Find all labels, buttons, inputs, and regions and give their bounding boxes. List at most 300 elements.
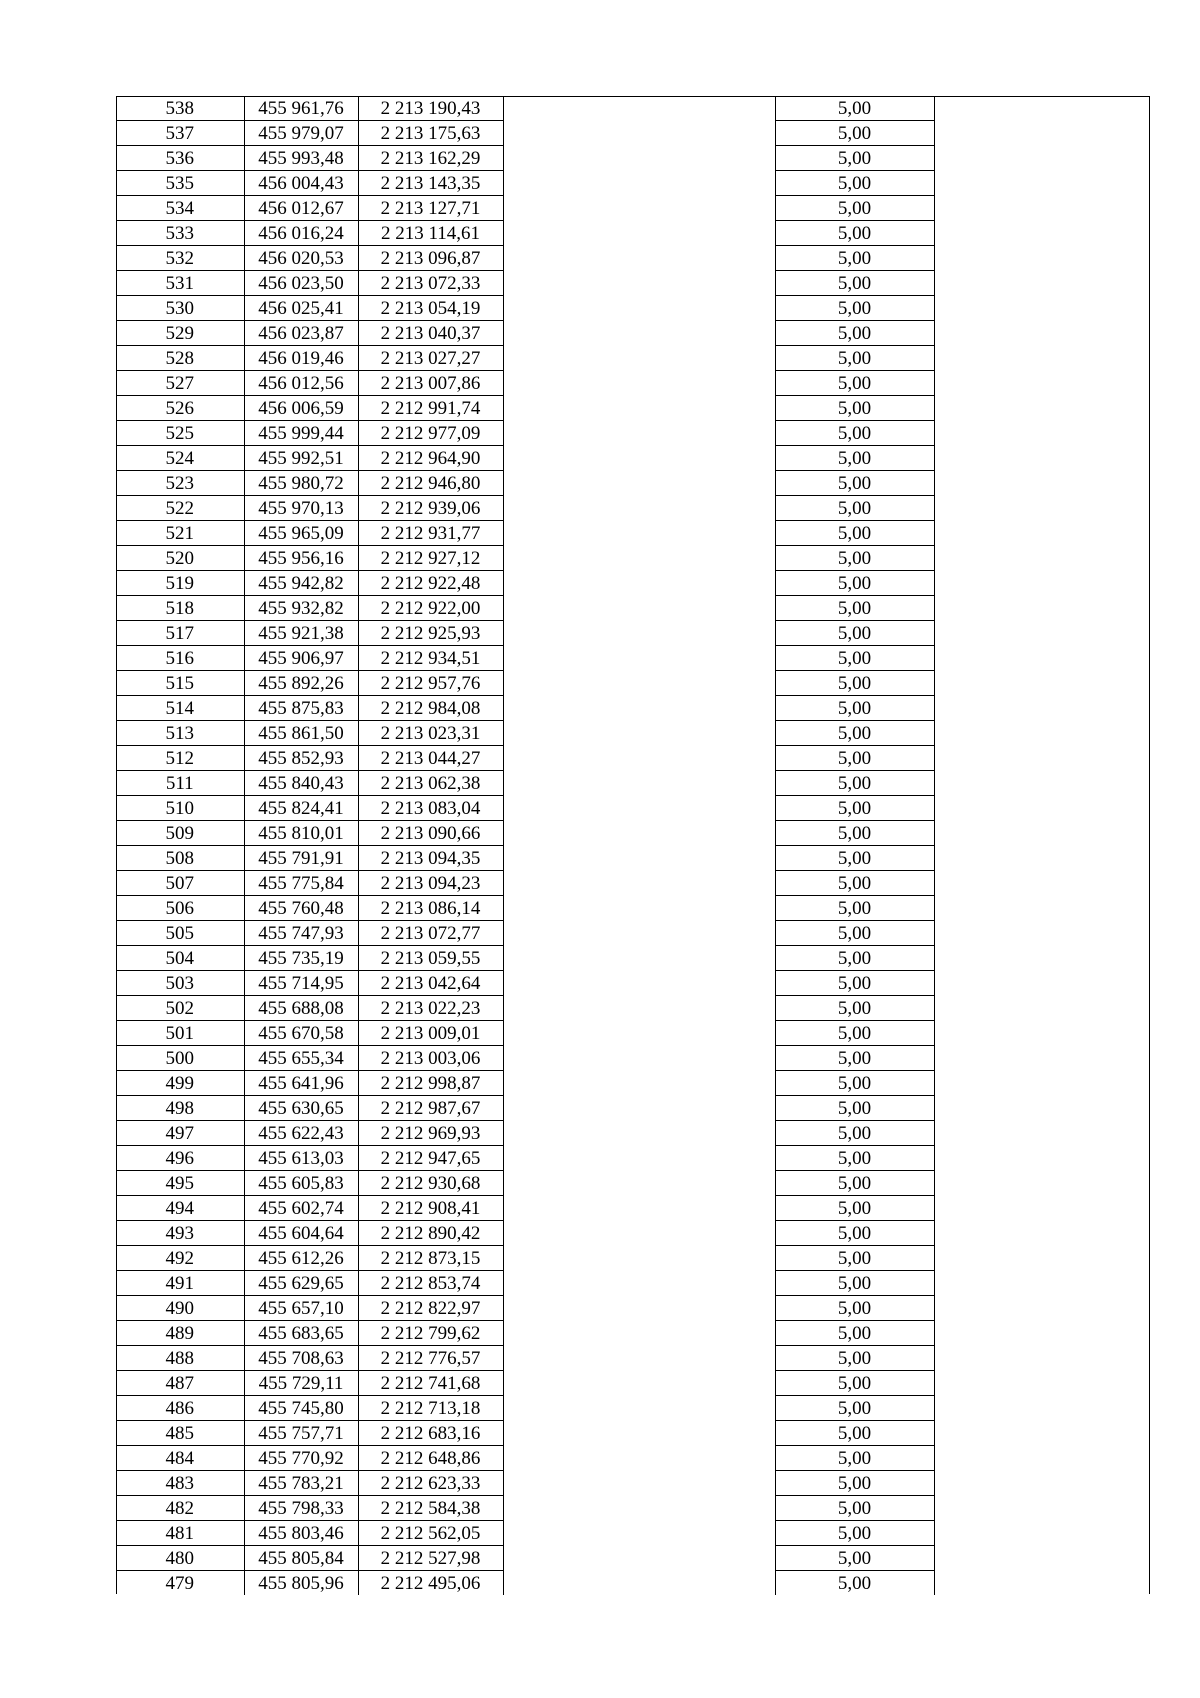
table-row [116, 1271, 1150, 1296]
y-coordinate-cell: 2 212 969,93 [358, 1121, 503, 1146]
table-row [116, 1571, 1150, 1596]
y-coordinate-cell: 2 212 998,87 [358, 1071, 503, 1096]
empty-cell [934, 171, 1150, 196]
distance-cell: 5,00 [775, 121, 934, 146]
table-row [116, 171, 1150, 196]
empty-cell [503, 1046, 775, 1071]
x-coordinate-cell: 455 875,83 [244, 696, 358, 721]
point-number-cell: 538 [116, 96, 244, 121]
distance-cell: 5,00 [775, 271, 934, 296]
table-row [116, 546, 1150, 571]
table-row [116, 1421, 1150, 1446]
empty-cell [934, 1121, 1150, 1146]
table-row [116, 646, 1150, 671]
x-coordinate-cell: 455 655,34 [244, 1046, 358, 1071]
x-coordinate-cell: 455 657,10 [244, 1296, 358, 1321]
table-row [116, 571, 1150, 596]
x-coordinate-cell: 455 805,84 [244, 1546, 358, 1571]
point-number-cell: 480 [116, 1546, 244, 1571]
x-coordinate-cell: 455 604,64 [244, 1221, 358, 1246]
distance-cell: 5,00 [775, 771, 934, 796]
point-number-cell: 498 [116, 1096, 244, 1121]
distance-cell: 5,00 [775, 1571, 934, 1596]
x-coordinate-cell: 455 921,38 [244, 621, 358, 646]
point-number-cell: 479 [116, 1571, 244, 1596]
y-coordinate-cell: 2 212 947,65 [358, 1146, 503, 1171]
distance-cell: 5,00 [775, 721, 934, 746]
y-coordinate-cell: 2 212 776,57 [358, 1346, 503, 1371]
x-coordinate-cell: 455 613,03 [244, 1146, 358, 1171]
table-row [116, 271, 1150, 296]
distance-cell: 5,00 [775, 1396, 934, 1421]
empty-cell [934, 1571, 1150, 1596]
y-coordinate-cell: 2 212 925,93 [358, 621, 503, 646]
empty-cell [503, 546, 775, 571]
table-row [116, 121, 1150, 146]
empty-cell [934, 396, 1150, 421]
empty-cell [503, 1446, 775, 1471]
point-number-cell: 490 [116, 1296, 244, 1321]
table-row [116, 221, 1150, 246]
point-number-cell: 487 [116, 1371, 244, 1396]
y-coordinate-cell: 2 212 648,86 [358, 1446, 503, 1471]
distance-cell: 5,00 [775, 96, 934, 121]
empty-cell [503, 1171, 775, 1196]
point-number-cell: 499 [116, 1071, 244, 1096]
empty-cell [934, 421, 1150, 446]
empty-cell [934, 1296, 1150, 1321]
point-number-cell: 505 [116, 921, 244, 946]
empty-cell [934, 971, 1150, 996]
x-coordinate-cell: 455 729,11 [244, 1371, 358, 1396]
empty-cell [503, 1471, 775, 1496]
x-coordinate-cell: 455 641,96 [244, 1071, 358, 1096]
table-row [116, 621, 1150, 646]
table-row [116, 1046, 1150, 1071]
y-coordinate-cell: 2 213 086,14 [358, 896, 503, 921]
empty-cell [503, 1321, 775, 1346]
empty-cell [934, 921, 1150, 946]
x-coordinate-cell: 455 852,93 [244, 746, 358, 771]
point-number-cell: 523 [116, 471, 244, 496]
x-coordinate-cell: 455 803,46 [244, 1521, 358, 1546]
y-coordinate-cell: 2 212 987,67 [358, 1096, 503, 1121]
table-row [116, 1296, 1150, 1321]
x-coordinate-cell: 455 630,65 [244, 1096, 358, 1121]
table-row [116, 846, 1150, 871]
point-number-cell: 493 [116, 1221, 244, 1246]
point-number-cell: 514 [116, 696, 244, 721]
x-coordinate-cell: 455 942,82 [244, 571, 358, 596]
table-body [116, 96, 1150, 1595]
y-coordinate-cell: 2 213 022,23 [358, 996, 503, 1021]
point-number-cell: 529 [116, 321, 244, 346]
table-row [116, 1546, 1150, 1571]
distance-cell: 5,00 [775, 471, 934, 496]
table-row [116, 446, 1150, 471]
table-row [116, 1196, 1150, 1221]
y-coordinate-cell: 2 212 977,09 [358, 421, 503, 446]
empty-cell [503, 1571, 775, 1596]
table-row [116, 871, 1150, 896]
distance-cell: 5,00 [775, 1246, 934, 1271]
empty-cell [934, 96, 1150, 121]
empty-cell [503, 321, 775, 346]
x-coordinate-cell: 455 770,92 [244, 1446, 358, 1471]
point-number-cell: 528 [116, 346, 244, 371]
table-row [116, 971, 1150, 996]
point-number-cell: 501 [116, 1021, 244, 1046]
distance-cell: 5,00 [775, 1346, 934, 1371]
empty-cell [934, 246, 1150, 271]
x-coordinate-cell: 455 980,72 [244, 471, 358, 496]
empty-cell [934, 446, 1150, 471]
y-coordinate-cell: 2 212 527,98 [358, 1546, 503, 1571]
x-coordinate-cell: 455 956,16 [244, 546, 358, 571]
table-row [116, 246, 1150, 271]
point-number-cell: 515 [116, 671, 244, 696]
empty-cell [934, 571, 1150, 596]
empty-cell [503, 571, 775, 596]
y-coordinate-cell: 2 212 991,74 [358, 396, 503, 421]
empty-cell [934, 1071, 1150, 1096]
x-coordinate-cell: 456 025,41 [244, 296, 358, 321]
empty-cell [934, 596, 1150, 621]
distance-cell: 5,00 [775, 746, 934, 771]
y-coordinate-cell: 2 213 096,87 [358, 246, 503, 271]
point-number-cell: 519 [116, 571, 244, 596]
x-coordinate-cell: 456 020,53 [244, 246, 358, 271]
y-coordinate-cell: 2 213 127,71 [358, 196, 503, 221]
empty-cell [503, 596, 775, 621]
point-number-cell: 484 [116, 1446, 244, 1471]
empty-cell [503, 671, 775, 696]
distance-cell: 5,00 [775, 1471, 934, 1496]
table-row [116, 296, 1150, 321]
point-number-cell: 517 [116, 621, 244, 646]
x-coordinate-cell: 455 840,43 [244, 771, 358, 796]
empty-cell [503, 821, 775, 846]
point-number-cell: 527 [116, 371, 244, 396]
point-number-cell: 495 [116, 1171, 244, 1196]
empty-cell [503, 1396, 775, 1421]
empty-cell [934, 821, 1150, 846]
empty-cell [503, 1296, 775, 1321]
x-coordinate-cell: 455 612,26 [244, 1246, 358, 1271]
y-coordinate-cell: 2 213 040,37 [358, 321, 503, 346]
point-number-cell: 520 [116, 546, 244, 571]
distance-cell: 5,00 [775, 946, 934, 971]
distance-cell: 5,00 [775, 1146, 934, 1171]
point-number-cell: 508 [116, 846, 244, 871]
x-coordinate-cell: 455 714,95 [244, 971, 358, 996]
empty-cell [503, 921, 775, 946]
x-coordinate-cell: 455 932,82 [244, 596, 358, 621]
empty-cell [503, 646, 775, 671]
y-coordinate-cell: 2 212 930,68 [358, 1171, 503, 1196]
x-coordinate-cell: 455 775,84 [244, 871, 358, 896]
empty-cell [503, 771, 775, 796]
empty-cell [934, 371, 1150, 396]
distance-cell: 5,00 [775, 996, 934, 1021]
y-coordinate-cell: 2 213 094,23 [358, 871, 503, 896]
table-row [116, 721, 1150, 746]
empty-cell [503, 1246, 775, 1271]
table-row [116, 1146, 1150, 1171]
empty-cell [934, 721, 1150, 746]
y-coordinate-cell: 2 212 984,08 [358, 696, 503, 721]
empty-cell [934, 296, 1150, 321]
empty-cell [503, 996, 775, 1021]
empty-cell [934, 1521, 1150, 1546]
y-coordinate-cell: 2 213 042,64 [358, 971, 503, 996]
empty-cell [503, 146, 775, 171]
point-number-cell: 524 [116, 446, 244, 471]
empty-cell [934, 696, 1150, 721]
table-row [116, 771, 1150, 796]
y-coordinate-cell: 2 212 908,41 [358, 1196, 503, 1221]
point-number-cell: 510 [116, 796, 244, 821]
y-coordinate-cell: 2 212 922,48 [358, 571, 503, 596]
y-coordinate-cell: 2 212 873,15 [358, 1246, 503, 1271]
point-number-cell: 507 [116, 871, 244, 896]
table-row [116, 496, 1150, 521]
point-number-cell: 526 [116, 396, 244, 421]
y-coordinate-cell: 2 213 072,33 [358, 271, 503, 296]
empty-cell [934, 321, 1150, 346]
empty-cell [503, 471, 775, 496]
x-coordinate-cell: 455 745,80 [244, 1396, 358, 1421]
table-row [116, 1371, 1150, 1396]
y-coordinate-cell: 2 213 003,06 [358, 1046, 503, 1071]
empty-cell [934, 621, 1150, 646]
table-row [116, 96, 1150, 121]
x-coordinate-cell: 455 979,07 [244, 121, 358, 146]
table-row [116, 1396, 1150, 1421]
empty-cell [934, 946, 1150, 971]
distance-cell: 5,00 [775, 921, 934, 946]
point-number-cell: 535 [116, 171, 244, 196]
point-number-cell: 532 [116, 246, 244, 271]
distance-cell: 5,00 [775, 671, 934, 696]
x-coordinate-cell: 455 906,97 [244, 646, 358, 671]
point-number-cell: 536 [116, 146, 244, 171]
x-coordinate-cell: 455 805,96 [244, 1571, 358, 1596]
x-coordinate-cell: 455 970,13 [244, 496, 358, 521]
empty-cell [934, 346, 1150, 371]
distance-cell: 5,00 [775, 1546, 934, 1571]
coordinates-table [116, 96, 1150, 1595]
empty-cell [934, 846, 1150, 871]
distance-cell: 5,00 [775, 646, 934, 671]
y-coordinate-cell: 2 213 083,04 [358, 796, 503, 821]
point-number-cell: 497 [116, 1121, 244, 1146]
empty-cell [503, 496, 775, 521]
point-number-cell: 492 [116, 1246, 244, 1271]
distance-cell: 5,00 [775, 1121, 934, 1146]
x-coordinate-cell: 455 683,65 [244, 1321, 358, 1346]
x-coordinate-cell: 455 688,08 [244, 996, 358, 1021]
y-coordinate-cell: 2 213 007,86 [358, 371, 503, 396]
distance-cell: 5,00 [775, 1521, 934, 1546]
y-coordinate-cell: 2 212 799,62 [358, 1321, 503, 1346]
y-coordinate-cell: 2 212 683,16 [358, 1421, 503, 1446]
empty-cell [503, 421, 775, 446]
table-row [116, 796, 1150, 821]
x-coordinate-cell: 456 012,56 [244, 371, 358, 396]
table-row [116, 1446, 1150, 1471]
empty-cell [503, 1021, 775, 1046]
point-number-cell: 513 [116, 721, 244, 746]
empty-cell [503, 171, 775, 196]
x-coordinate-cell: 455 892,26 [244, 671, 358, 696]
empty-cell [503, 221, 775, 246]
distance-cell: 5,00 [775, 221, 934, 246]
empty-cell [503, 1071, 775, 1096]
y-coordinate-cell: 2 212 931,77 [358, 521, 503, 546]
x-coordinate-cell: 455 708,63 [244, 1346, 358, 1371]
point-number-cell: 512 [116, 746, 244, 771]
table-row [116, 671, 1150, 696]
x-coordinate-cell: 456 006,59 [244, 396, 358, 421]
x-coordinate-cell: 455 747,93 [244, 921, 358, 946]
empty-cell [503, 1546, 775, 1571]
empty-cell [934, 1421, 1150, 1446]
empty-cell [503, 721, 775, 746]
distance-cell: 5,00 [775, 1321, 934, 1346]
distance-cell: 5,00 [775, 421, 934, 446]
empty-cell [503, 846, 775, 871]
y-coordinate-cell: 2 212 922,00 [358, 596, 503, 621]
x-coordinate-cell: 455 961,76 [244, 96, 358, 121]
distance-cell: 5,00 [775, 1421, 934, 1446]
table-row [116, 1096, 1150, 1121]
x-coordinate-cell: 455 999,44 [244, 421, 358, 446]
distance-cell: 5,00 [775, 596, 934, 621]
empty-cell [503, 396, 775, 421]
x-coordinate-cell: 455 757,71 [244, 1421, 358, 1446]
point-number-cell: 518 [116, 596, 244, 621]
empty-cell [503, 1346, 775, 1371]
empty-cell [934, 521, 1150, 546]
distance-cell: 5,00 [775, 1096, 934, 1121]
distance-cell: 5,00 [775, 571, 934, 596]
distance-cell: 5,00 [775, 821, 934, 846]
x-coordinate-cell: 455 605,83 [244, 1171, 358, 1196]
point-number-cell: 482 [116, 1496, 244, 1521]
empty-cell [934, 796, 1150, 821]
x-coordinate-cell: 456 016,24 [244, 221, 358, 246]
point-number-cell: 506 [116, 896, 244, 921]
empty-cell [934, 771, 1150, 796]
empty-cell [934, 1171, 1150, 1196]
empty-cell [503, 871, 775, 896]
y-coordinate-cell: 2 213 054,19 [358, 296, 503, 321]
distance-cell: 5,00 [775, 1296, 934, 1321]
distance-cell: 5,00 [775, 171, 934, 196]
empty-cell [934, 1096, 1150, 1121]
y-coordinate-cell: 2 212 946,80 [358, 471, 503, 496]
empty-cell [503, 1271, 775, 1296]
distance-cell: 5,00 [775, 296, 934, 321]
y-coordinate-cell: 2 212 890,42 [358, 1221, 503, 1246]
distance-cell: 5,00 [775, 546, 934, 571]
empty-cell [503, 296, 775, 321]
empty-cell [934, 746, 1150, 771]
table-row [116, 1496, 1150, 1521]
y-coordinate-cell: 2 213 143,35 [358, 171, 503, 196]
table-row [116, 471, 1150, 496]
y-coordinate-cell: 2 212 957,76 [358, 671, 503, 696]
empty-cell [934, 1396, 1150, 1421]
distance-cell: 5,00 [775, 396, 934, 421]
empty-cell [934, 546, 1150, 571]
empty-cell [934, 896, 1150, 921]
empty-cell [934, 1246, 1150, 1271]
empty-cell [503, 1371, 775, 1396]
y-coordinate-cell: 2 212 495,06 [358, 1571, 503, 1596]
point-number-cell: 531 [116, 271, 244, 296]
distance-cell: 5,00 [775, 971, 934, 996]
y-coordinate-cell: 2 213 059,55 [358, 946, 503, 971]
table-row [116, 1471, 1150, 1496]
empty-cell [503, 971, 775, 996]
y-coordinate-cell: 2 212 853,74 [358, 1271, 503, 1296]
table-row [116, 146, 1150, 171]
point-number-cell: 481 [116, 1521, 244, 1546]
distance-cell: 5,00 [775, 196, 934, 221]
distance-cell: 5,00 [775, 846, 934, 871]
distance-cell: 5,00 [775, 896, 934, 921]
distance-cell: 5,00 [775, 1046, 934, 1071]
empty-cell [934, 496, 1150, 521]
x-coordinate-cell: 455 760,48 [244, 896, 358, 921]
empty-cell [503, 696, 775, 721]
y-coordinate-cell: 2 213 094,35 [358, 846, 503, 871]
distance-cell: 5,00 [775, 521, 934, 546]
y-coordinate-cell: 2 213 044,27 [358, 746, 503, 771]
x-coordinate-cell: 455 735,19 [244, 946, 358, 971]
empty-cell [503, 621, 775, 646]
x-coordinate-cell: 455 629,65 [244, 1271, 358, 1296]
empty-cell [934, 1046, 1150, 1071]
empty-cell [503, 1196, 775, 1221]
distance-cell: 5,00 [775, 1196, 934, 1221]
empty-cell [934, 871, 1150, 896]
table-row [116, 746, 1150, 771]
table-row [116, 421, 1150, 446]
empty-cell [934, 221, 1150, 246]
table-row [116, 321, 1150, 346]
table-row [116, 346, 1150, 371]
point-number-cell: 486 [116, 1396, 244, 1421]
table-row [116, 921, 1150, 946]
point-number-cell: 488 [116, 1346, 244, 1371]
empty-cell [934, 471, 1150, 496]
point-number-cell: 534 [116, 196, 244, 221]
table-row [116, 996, 1150, 1021]
table-row [116, 1021, 1150, 1046]
y-coordinate-cell: 2 212 713,18 [358, 1396, 503, 1421]
point-number-cell: 504 [116, 946, 244, 971]
empty-cell [503, 271, 775, 296]
distance-cell: 5,00 [775, 1446, 934, 1471]
table-row [116, 371, 1150, 396]
distance-cell: 5,00 [775, 696, 934, 721]
point-number-cell: 533 [116, 221, 244, 246]
distance-cell: 5,00 [775, 446, 934, 471]
point-number-cell: 494 [116, 1196, 244, 1221]
